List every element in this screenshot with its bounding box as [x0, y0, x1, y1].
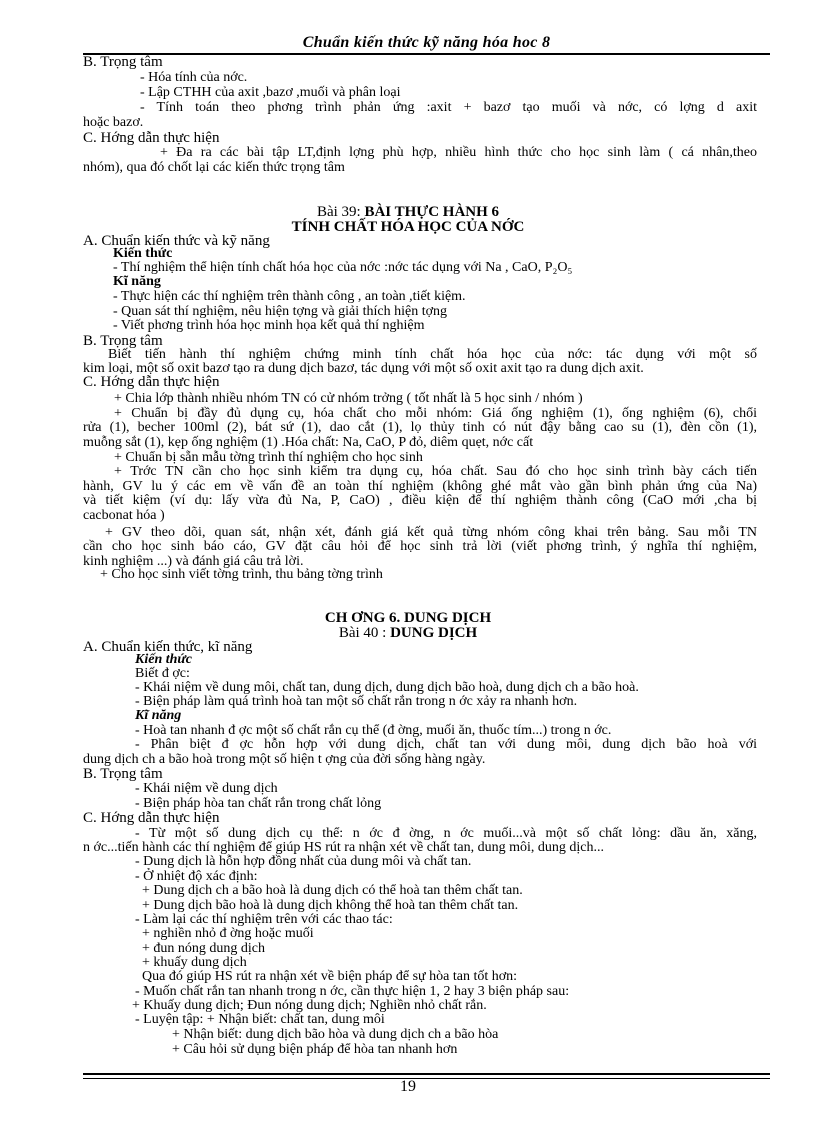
list-item: + Chuẩn bị đầy đủ dụng cụ, hóa chất cho mỗi nhóm: Giá ống nghiệm (1), ống nghiệm (6), chổi — [114, 406, 757, 421]
section-heading: A. Chuẩn kiến thức và kỹ năng — [83, 233, 270, 249]
subsection-label: Kĩ năng — [113, 274, 161, 289]
list-item: + Chuẩn bị sẵn mẫu tờng trình thí nghiệm cho học sinh — [114, 450, 423, 465]
list-item: - Khái niệm về dung môi, chất tan, dung dịch, dung dịch bão hoà, dung dịch ch a bão hoà. — [135, 680, 639, 695]
list-item: - Biện pháp hòa tan chất rắn trong chất lỏng — [135, 796, 382, 811]
list-item: + Cho học sinh viết tờng trình, thu bảng tờng trình — [100, 567, 383, 582]
list-item: - Dung dịch là hỗn hợp đồng nhất của dung môi và chất tan. — [135, 854, 472, 869]
subsection-label: Kiến thức — [113, 246, 173, 261]
lesson-name: BÀI THỰC HÀNH 6 — [364, 204, 500, 220]
list-item: - Thí nghiệm thể hiện tính chất hóa học của nớc :nớc tác dụng với Na , CaO, P₂O₅ — [113, 260, 573, 275]
list-item: + Nhận biết: dung dịch bão hòa và dung dịch ch a bão hòa — [172, 1027, 499, 1042]
list-item: + Đa ra các bài tập LT,định lợng phù hợp, nhiều hình thức cho học sinh làm ( cá nhân,theo — [160, 145, 757, 160]
subsection-label: Kiến thức — [135, 652, 193, 667]
list-item: + khuấy dung dịch — [142, 955, 247, 970]
section-heading: B. Trọng tâm — [83, 766, 163, 782]
text-line: Qua đó giúp HS rút ra nhận xét về biện pháp để sự hòa tan tốt hơn: — [142, 969, 518, 984]
text-line: cacbonat hóa ) — [83, 508, 165, 523]
running-header: Chuẩn kiến thức kỹ năng hóa hoc 8 — [302, 34, 551, 51]
text-line: dung dịch ch a bão hoà trong một số hiện t ợng của đời sống hàng ngày. — [83, 752, 486, 767]
text-line: hành, GV lu ý các em về vấn đề an toàn thí nghiệm (không ghé mắt vào gần bình phản ứng của Na) — [83, 479, 757, 494]
text-line: kim loại, một số oxit bazơ tạo ra dung dịch bazơ, tác dụng với một số oxit axit tạo ra dung dịch axit. — [83, 361, 644, 376]
text-line: Biết đ ợc: — [135, 666, 190, 681]
text-line: rửa (1), becher 100ml (2), bát sứ (1), dao cắt (1), lọ thủy tinh có nút đậy bằng cao su (1), đèn cồn (1), — [83, 420, 757, 435]
text-line: nhóm), qua đó chốt lại các kiến thức trọng tâm — [83, 160, 345, 175]
list-item: - Phân biệt đ ợc hỗn hợp với dung dịch, chất tan với dung môi, dung dịch bão hoà với — [135, 737, 757, 752]
section-heading: B. Trọng tâm — [83, 54, 163, 70]
list-item: + Trớc TN cần cho học sinh kiểm tra dụng cụ, hóa chất. Sau đó cho học sinh trình bày cách tiến — [114, 464, 757, 479]
section-heading: A. Chuẩn kiến thức, kĩ năng — [83, 639, 253, 655]
list-item: - Hoà tan nhanh đ ợc một số chất rắn cụ thể (đ ờng, muối ăn, thuốc tím...) trong n ớc. — [135, 723, 612, 738]
section-heading: C. Hớng dẫn thực hiện — [83, 374, 220, 390]
list-item: + GV theo dõi, quan sát, nhận xét, đánh giá kết quả từng nhóm công khai trên bảng. Sau mỗi TN — [105, 525, 757, 540]
text-line: n ớc...tiến hành các thí nghiệm để giúp HS rút ra nhận xét về chất tan, dung môi, dung dịch... — [83, 840, 605, 855]
header-rule — [83, 53, 770, 55]
text-line: kinh nghiệm ...) và đánh giá câu trả lời. — [83, 554, 304, 569]
list-item: - Luyện tập: + Nhận biết: chất tan, dung môi — [135, 1012, 385, 1027]
lesson-name: DUNG DỊCH — [390, 625, 478, 641]
list-item: + Chia lớp thành nhiều nhóm TN có cử nhóm trởng ( tốt nhất là 5 học sinh / nhóm ) — [114, 391, 583, 406]
list-item: - Lập CTHH của axit ,bazơ ,muối và phân loại — [140, 85, 401, 100]
list-item: - Ở nhiệt độ xác định: — [135, 869, 258, 884]
list-item: + Dung dịch bão hoà là dung dịch không thể hoà tan thêm chất tan. — [142, 898, 519, 913]
list-item: - Khái niệm về dung dịch — [135, 781, 278, 796]
text-line: muỗng sắt (1), kẹp ống nghiệm (1) .Hóa chất: Na, CaO, P đỏ, diêm quẹt, nớc cất — [83, 435, 534, 450]
list-item: + Câu hỏi sử dụng biện pháp để hòa tan nhanh hơn — [172, 1042, 458, 1057]
list-item: - Biện pháp làm quá trình hoà tan một số chất rắn trong n ớc xảy ra nhanh hơn. — [135, 694, 578, 709]
list-item: - Hóa tính của nớc. — [140, 70, 248, 85]
list-item: - Thực hiện các thí nghiệm trên thành công , an toàn ,tiết kiệm. — [113, 289, 466, 304]
subsection-label: Kĩ năng — [135, 708, 182, 723]
section-heading: C. Hớng dẫn thực hiện — [83, 130, 220, 146]
lesson-number: Bài 40 : — [338, 625, 387, 641]
lesson-title — [0, 204, 816, 220]
text-line: hoặc bazơ. — [83, 115, 144, 130]
list-item: - Tính toán theo phơng trình phản ứng :axit + bazơ tạo muối và nớc, có lợng d axit — [140, 100, 757, 115]
list-item: + Dung dịch ch a bão hoà là dung dịch có thể hoà tan thêm chất tan. — [142, 883, 523, 898]
list-item: - Muốn chất rắn tan nhanh trong n ớc, cần thực hiện 1, 2 hay 3 biện pháp sau: — [135, 984, 570, 999]
lesson-number: Bài 39: — [316, 204, 361, 220]
lesson-subtitle: TÍNH CHẤT HÓA HỌC CỦA NỚC — [291, 219, 525, 235]
list-item: + nghiền nhỏ đ ờng hoặc muối — [142, 926, 314, 941]
section-heading: C. Hớng dẫn thực hiện — [83, 810, 220, 826]
list-item: - Làm lại các thí nghiệm trên với các thao tác: — [135, 912, 393, 927]
section-heading: B. Trọng tâm — [83, 333, 163, 349]
text-line: và tiết kiệm (ví dụ: lấy vừa đủ Na, P, CaO) , điều kiện để thí nghiệm thành công (CaO mới ,cha bị — [83, 493, 757, 508]
page-number: 19 — [400, 1078, 416, 1095]
list-item: - Quan sát thí nghiệm, nêu hiện tợng và giải thích hiện tợng — [113, 304, 448, 319]
list-item: - Từ một số dung dịch cụ thể: n ớc đ ờng, n ớc muối...và một số chất lỏng: dầu ăn, xăng, — [135, 826, 757, 841]
list-item: + đun nóng dung dịch — [142, 941, 265, 956]
text-line: Biết tiến hành thí nghiệm chứng minh tính chất hóa học của nớc: tác dụng với một số — [108, 347, 757, 362]
text-line: cần cho học sinh báo cáo, GV đặt câu hỏi để học sinh trả lời (viết phơng trình, ý nghĩa thí nghiệm, — [83, 539, 757, 554]
list-item: - Viết phơng trình hóa học minh họa kết quả thí nghiệm — [113, 318, 425, 333]
chapter-title: CH ƠNG 6. DUNG DỊCH — [324, 610, 492, 626]
list-item: + Khuấy dung dịch; Đun nóng dung dịch; Nghiền nhỏ chất rắn. — [132, 998, 487, 1013]
